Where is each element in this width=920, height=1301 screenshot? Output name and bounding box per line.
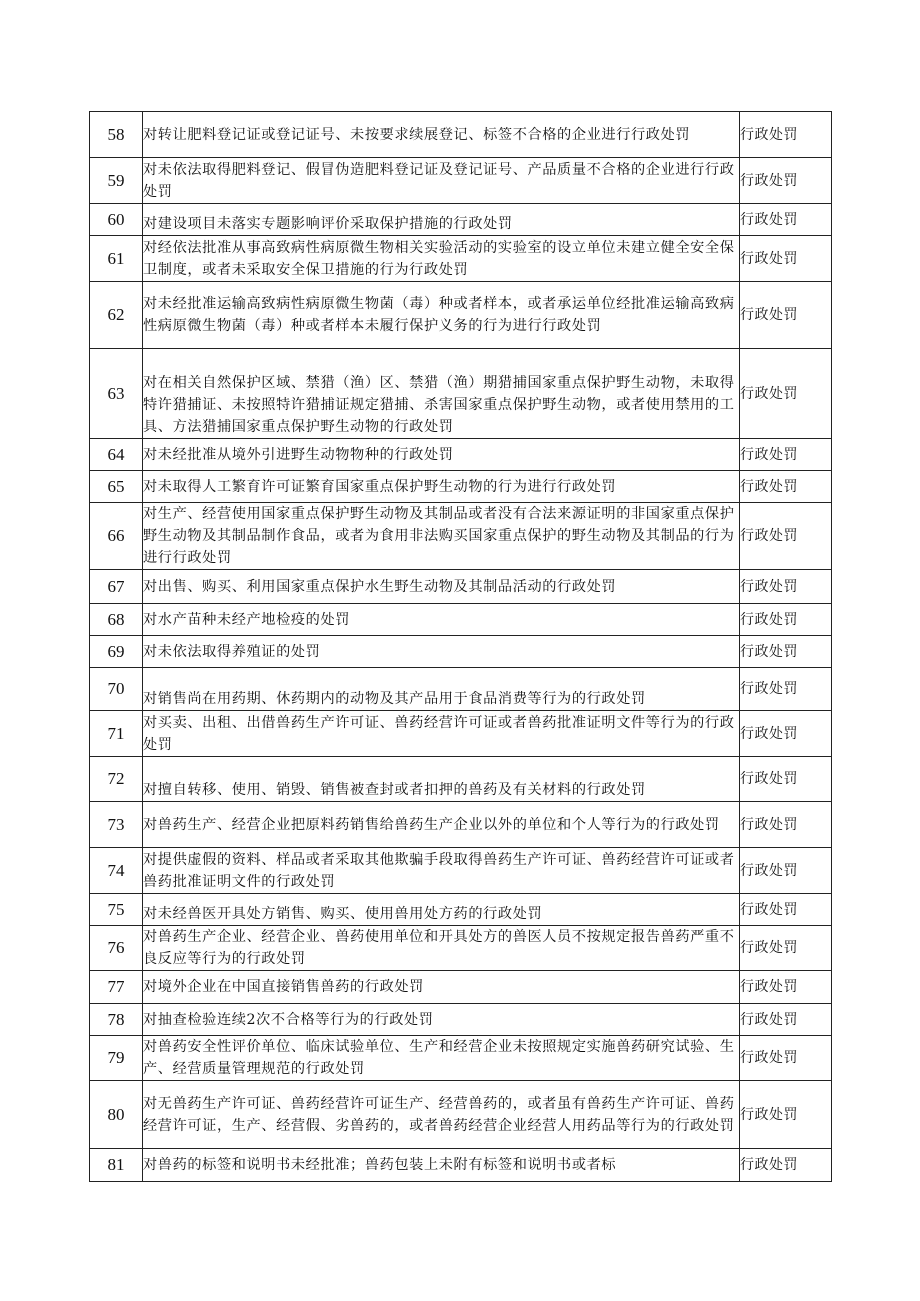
table-row [90, 757, 832, 802]
table-row [90, 802, 832, 848]
table-row [90, 503, 832, 570]
row-category: 行政处罚 [740, 471, 832, 503]
row-number: 78 [90, 1004, 143, 1036]
row-category: 行政处罚 [740, 971, 832, 1004]
row-number: 66 [90, 503, 143, 570]
table-row [90, 439, 832, 471]
table-row [90, 1149, 832, 1182]
table-row [90, 711, 832, 757]
table-row [90, 282, 832, 349]
row-category: 行政处罚 [740, 1081, 832, 1149]
row-number: 81 [90, 1149, 143, 1182]
table-row [90, 971, 832, 1004]
table-row [90, 636, 832, 668]
row-description: 对建设项目未落实专题影响评价采取保护措施的行政处罚 [143, 204, 740, 236]
row-number: 65 [90, 471, 143, 503]
row-number: 75 [90, 894, 143, 926]
row-category: 行政处罚 [740, 802, 832, 848]
row-description: 对擅自转移、使用、销毁、销售被查封或者扣押的兽药及有关材料的行政处罚 [143, 757, 740, 802]
row-number: 68 [90, 604, 143, 636]
row-category: 行政处罚 [740, 439, 832, 471]
administrative-penalty-table [89, 111, 832, 1182]
row-category: 行政处罚 [740, 349, 832, 439]
table-row [90, 894, 832, 926]
table-row [90, 158, 832, 204]
row-number: 69 [90, 636, 143, 668]
row-number: 58 [90, 112, 143, 158]
row-number: 61 [90, 236, 143, 282]
row-description: 对生产、经营使用国家重点保护野生动物及其制品或者没有合法来源证明的非国家重点保护野生动物及其制品制作食品，或者为食用非法购买国家重点保护的野生动物及其制品的行为进行行政处罚 [143, 503, 740, 570]
row-description: 对转让肥料登记证或登记证号、未按要求续展登记、标签不合格的企业进行行政处罚 [143, 112, 740, 158]
row-category: 行政处罚 [740, 1036, 832, 1081]
table-row [90, 604, 832, 636]
row-description: 对买卖、出租、出借兽药生产许可证、兽药经营许可证或者兽药批准证明文件等行为的行政处罚 [143, 711, 740, 757]
row-description: 对未依法取得肥料登记、假冒伪造肥料登记证及登记证号、产品质量不合格的企业进行行政处罚 [143, 158, 740, 204]
row-category: 行政处罚 [740, 636, 832, 668]
row-category: 行政处罚 [740, 668, 832, 711]
row-description: 对兽药安全性评价单位、临床试验单位、生产和经营企业未按照规定实施兽药研究试验、生产、经营质量管理规范的行政处罚 [143, 1036, 740, 1081]
row-number: 60 [90, 204, 143, 236]
row-category: 行政处罚 [740, 1004, 832, 1036]
row-number: 76 [90, 926, 143, 971]
row-number: 80 [90, 1081, 143, 1149]
row-description: 对未经兽医开具处方销售、购买、使用兽用处方药的行政处罚 [143, 894, 740, 926]
table-row [90, 926, 832, 971]
row-description: 对未经批准运输高致病性病原微生物菌（毒）种或者样本，或者承运单位经批准运输高致病性病原微生物菌（毒）种或者样本未履行保护义务的行为进行行政处罚 [143, 282, 740, 349]
row-category: 行政处罚 [740, 503, 832, 570]
row-description: 对销售尚在用药期、休药期内的动物及其产品用于食品消费等行为的行政处罚 [143, 668, 740, 711]
row-category: 行政处罚 [740, 158, 832, 204]
row-number: 74 [90, 848, 143, 894]
row-category: 行政处罚 [740, 570, 832, 604]
row-number: 70 [90, 668, 143, 711]
row-category: 行政处罚 [740, 282, 832, 349]
row-description: 对抽查检验连续2次不合格等行为的行政处罚 [143, 1004, 740, 1036]
row-number: 71 [90, 711, 143, 757]
row-description: 对在相关自然保护区域、禁猎（渔）区、禁猎（渔）期猎捕国家重点保护野生动物，未取得特许猎捕证、未按照特许猎捕证规定猎捕、杀害国家重点保护野生动物，或者使用禁用的工具、方法猎捕国家重点保护野生动物的行政处罚 [143, 349, 740, 439]
row-number: 77 [90, 971, 143, 1004]
row-description: 对出售、购买、利用国家重点保护水生野生动物及其制品活动的行政处罚 [143, 570, 740, 604]
row-category: 行政处罚 [740, 848, 832, 894]
row-category: 行政处罚 [740, 112, 832, 158]
row-description: 对境外企业在中国直接销售兽药的行政处罚 [143, 971, 740, 1004]
row-description: 对兽药生产、经营企业把原料药销售给兽药生产企业以外的单位和个人等行为的行政处罚 [143, 802, 740, 848]
table-row [90, 236, 832, 282]
row-description: 对水产苗种未经产地检疫的处罚 [143, 604, 740, 636]
table-row [90, 668, 832, 711]
row-description: 对提供虚假的资料、样品或者采取其他欺骗手段取得兽药生产许可证、兽药经营许可证或者兽药批准证明文件的行政处罚 [143, 848, 740, 894]
row-description: 对兽药生产企业、经营企业、兽药使用单位和开具处方的兽医人员不按规定报告兽药严重不良反应等行为的行政处罚 [143, 926, 740, 971]
table-row [90, 1081, 832, 1149]
table-row [90, 349, 832, 439]
row-number: 73 [90, 802, 143, 848]
row-number: 67 [90, 570, 143, 604]
row-description: 对未依法取得养殖证的处罚 [143, 636, 740, 668]
row-category: 行政处罚 [740, 894, 832, 926]
row-description: 对未经批准从境外引进野生动物物种的行政处罚 [143, 439, 740, 471]
row-number: 72 [90, 757, 143, 802]
row-category: 行政处罚 [740, 1149, 832, 1182]
row-number: 59 [90, 158, 143, 204]
row-category: 行政处罚 [740, 926, 832, 971]
row-category: 行政处罚 [740, 236, 832, 282]
row-number: 63 [90, 349, 143, 439]
table-row [90, 471, 832, 503]
row-description: 对兽药的标签和说明书未经批准；兽药包装上未附有标签和说明书或者标 [143, 1149, 740, 1182]
table-row [90, 1004, 832, 1036]
table-row [90, 1036, 832, 1081]
row-category: 行政处罚 [740, 604, 832, 636]
row-category: 行政处罚 [740, 711, 832, 757]
row-description: 对经依法批准从事高致病性病原微生物相关实验活动的实验室的设立单位未建立健全安全保卫制度，或者未采取安全保卫措施的行为行政处罚 [143, 236, 740, 282]
row-description: 对未取得人工繁育许可证繁育国家重点保护野生动物的行为进行行政处罚 [143, 471, 740, 503]
table-row [90, 848, 832, 894]
row-number: 79 [90, 1036, 143, 1081]
table-row [90, 112, 832, 158]
row-number: 62 [90, 282, 143, 349]
table-row [90, 570, 832, 604]
table-row [90, 204, 832, 236]
row-number: 64 [90, 439, 143, 471]
row-category: 行政处罚 [740, 757, 832, 802]
row-description: 对无兽药生产许可证、兽药经营许可证生产、经营兽药的，或者虽有兽药生产许可证、兽药经营许可证，生产、经营假、劣兽药的，或者兽药经营企业经营人用药品等行为的行政处罚 [143, 1081, 740, 1149]
row-category: 行政处罚 [740, 204, 832, 236]
